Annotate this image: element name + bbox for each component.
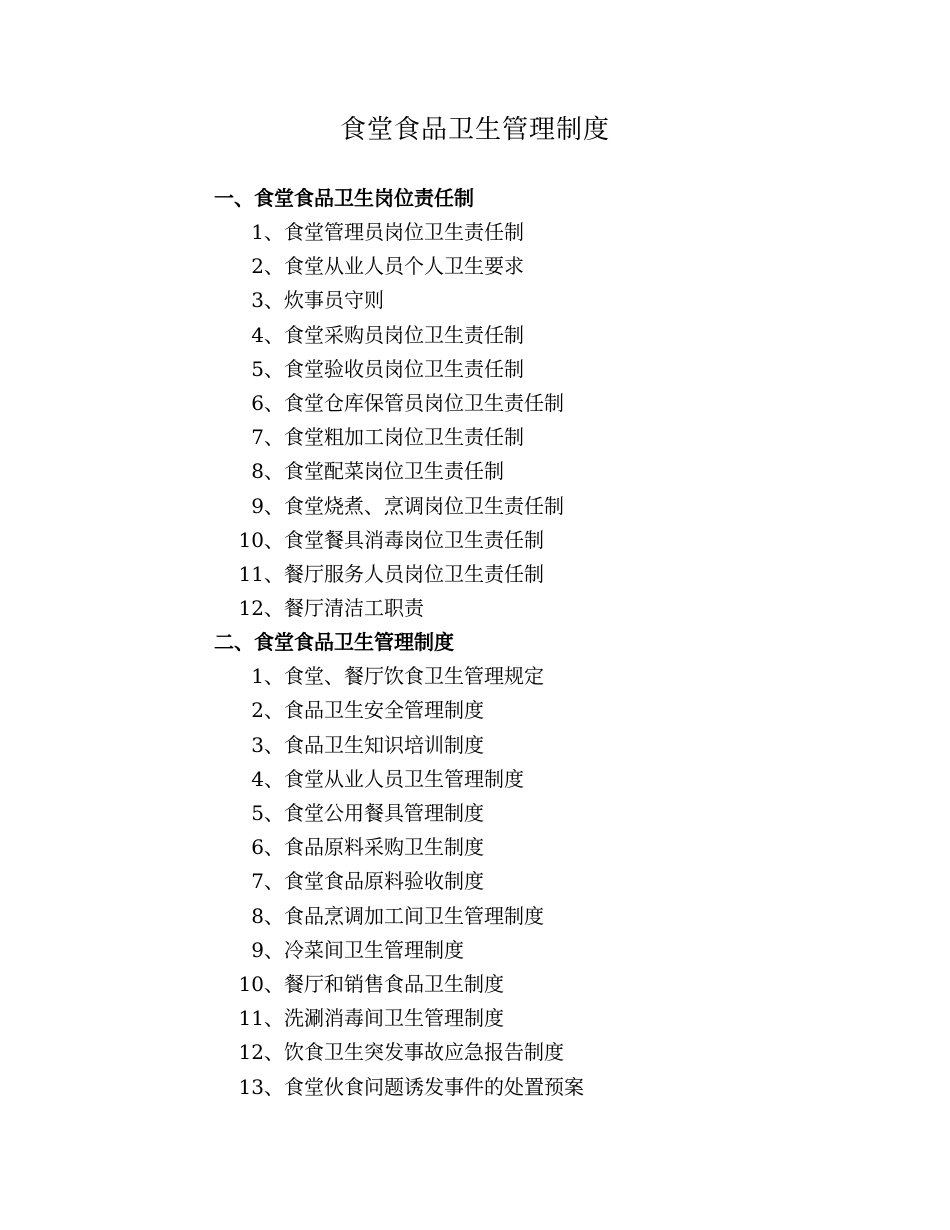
item-separator: 、	[264, 322, 284, 347]
list-item	[0, 659, 950, 693]
list-item	[0, 864, 950, 898]
item-separator: 、	[264, 1006, 284, 1031]
item-separator: 、	[264, 561, 284, 586]
item-number: 7	[251, 425, 264, 450]
item-text: 食堂伙食问题诱发事件的处置预案	[284, 1074, 584, 1099]
item-number: 12	[238, 1040, 264, 1065]
list-item	[0, 249, 950, 283]
item-text: 食堂食品原料验收制度	[284, 869, 484, 894]
item-number: 11	[238, 1006, 264, 1031]
item-text: 炊事员守则	[284, 288, 384, 313]
list-item	[0, 557, 950, 591]
item-separator: 、	[264, 869, 284, 894]
list-item	[0, 1035, 950, 1069]
list-item	[0, 283, 950, 317]
item-number: 4	[251, 766, 264, 791]
list-item	[0, 489, 950, 523]
list-item	[0, 215, 950, 249]
item-number: 10	[238, 527, 264, 552]
item-separator: 、	[264, 903, 284, 928]
list-item	[0, 420, 950, 454]
list-item	[0, 728, 950, 762]
item-number: 8	[251, 903, 264, 928]
item-number: 12	[238, 596, 264, 621]
list-item	[0, 1001, 950, 1035]
section-heading: 一、食堂食品卫生岗位责任制	[214, 186, 474, 210]
item-separator: 、	[264, 664, 284, 689]
item-separator: 、	[264, 356, 284, 381]
item-number: 3	[251, 732, 264, 757]
item-text: 饮食卫生突发事故应急报告制度	[284, 1040, 564, 1065]
item-text: 食堂从业人员卫生管理制度	[284, 766, 524, 791]
item-text: 食品原料采购卫生制度	[284, 835, 484, 860]
item-text: 餐厅清洁工职责	[284, 596, 424, 621]
item-text: 餐厅服务人员岗位卫生责任制	[284, 561, 544, 586]
item-number: 8	[251, 459, 264, 484]
item-text: 食堂管理员岗位卫生责任制	[284, 220, 524, 244]
item-number: 9	[251, 937, 264, 962]
item-number: 2	[251, 254, 264, 279]
list-item	[0, 933, 950, 967]
item-separator: 、	[264, 425, 284, 450]
section-heading: 二、食堂食品卫生管理制度	[214, 630, 454, 655]
item-separator: 、	[264, 288, 284, 313]
list-item	[0, 352, 950, 386]
list-item	[0, 830, 950, 864]
list-item	[0, 454, 950, 488]
item-text: 食堂配菜岗位卫生责任制	[284, 459, 504, 484]
item-separator: 、	[264, 459, 284, 484]
item-separator: 、	[264, 835, 284, 860]
document-title: 食堂食品卫生管理制度	[339, 115, 610, 145]
item-separator: 、	[264, 732, 284, 757]
item-number: 9	[251, 493, 264, 518]
item-separator: 、	[264, 1074, 284, 1099]
item-text: 食堂、餐厅饮食卫生管理规定	[284, 664, 544, 689]
item-number: 10	[238, 971, 264, 996]
list-item	[0, 1070, 950, 1104]
item-separator: 、	[264, 493, 284, 518]
item-number: 4	[251, 322, 264, 347]
item-text: 食堂仓库保管员岗位卫生责任制	[284, 390, 564, 415]
item-separator: 、	[264, 698, 284, 723]
item-text: 餐厅和销售食品卫生制度	[284, 971, 504, 996]
item-number: 6	[251, 390, 264, 415]
list-item	[0, 591, 950, 625]
item-number: 11	[238, 561, 264, 586]
item-number: 1	[251, 220, 264, 244]
item-number: 1	[251, 664, 264, 689]
item-text: 冷菜间卫生管理制度	[284, 937, 464, 962]
item-text: 食品烹调加工间卫生管理制度	[284, 903, 544, 928]
item-number: 5	[251, 356, 264, 381]
item-text: 食堂烧煮、烹调岗位卫生责任制	[284, 493, 564, 518]
item-text: 食堂采购员岗位卫生责任制	[284, 322, 524, 347]
item-number: 5	[251, 801, 264, 825]
document-body	[0, 181, 950, 1104]
item-separator: 、	[264, 801, 284, 825]
item-separator: 、	[264, 596, 284, 621]
item-text: 食品卫生知识培训制度	[284, 732, 484, 757]
item-separator: 、	[264, 937, 284, 962]
item-number: 3	[251, 288, 264, 313]
list-item	[0, 762, 950, 796]
list-item	[0, 967, 950, 1001]
item-separator: 、	[264, 971, 284, 996]
item-text: 食堂公用餐具管理制度	[284, 801, 484, 825]
item-separator: 、	[264, 766, 284, 791]
list-item	[0, 899, 950, 933]
item-text: 食品卫生安全管理制度	[284, 698, 484, 723]
item-text: 食堂餐具消毒岗位卫生责任制	[284, 527, 544, 552]
list-item	[0, 523, 950, 557]
item-number: 2	[251, 698, 264, 723]
item-separator: 、	[264, 527, 284, 552]
item-number: 13	[238, 1074, 264, 1099]
item-text: 洗涮消毒间卫生管理制度	[284, 1006, 504, 1031]
list-item	[0, 386, 950, 420]
item-separator: 、	[264, 220, 284, 244]
item-separator: 、	[264, 390, 284, 415]
item-text: 食堂从业人员个人卫生要求	[284, 254, 524, 279]
item-number: 7	[251, 869, 264, 894]
list-item	[0, 796, 950, 830]
list-item	[0, 693, 950, 727]
item-number: 6	[251, 835, 264, 860]
item-separator: 、	[264, 254, 284, 279]
item-text: 食堂验收员岗位卫生责任制	[284, 356, 524, 381]
item-separator: 、	[264, 1040, 284, 1065]
list-item	[0, 318, 950, 352]
item-text: 食堂粗加工岗位卫生责任制	[284, 425, 524, 450]
